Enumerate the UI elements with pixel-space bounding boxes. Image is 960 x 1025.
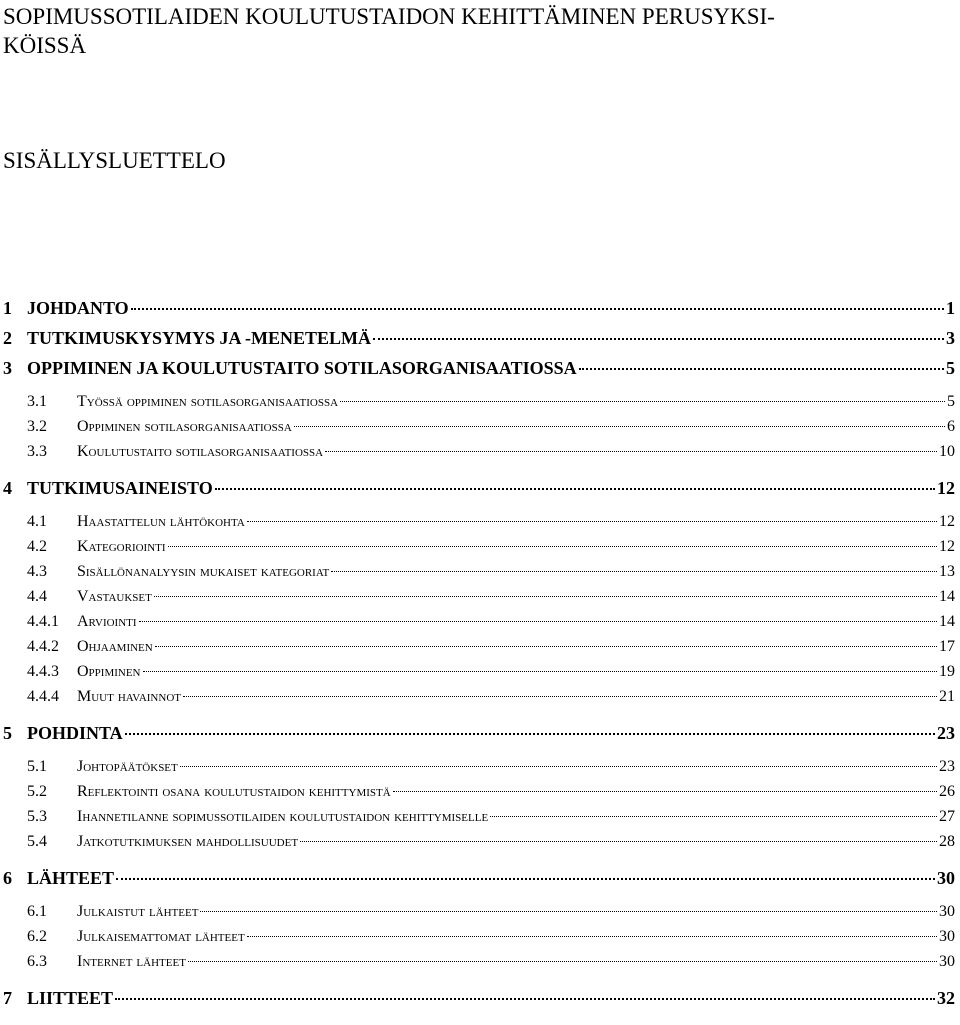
toc-entry[interactable]	[27, 953, 955, 977]
toc-heading: SISÄLLYSLUETTELO	[3, 148, 226, 173]
toc-entry-page: 5	[946, 358, 955, 378]
toc-entry[interactable]	[3, 723, 955, 747]
dot-leader	[168, 545, 937, 547]
toc-entry[interactable]	[27, 903, 955, 927]
dot-leader	[143, 670, 937, 672]
toc-entry-label: Muut havainnot	[77, 688, 181, 705]
dot-leader	[125, 732, 935, 735]
toc-entry[interactable]	[27, 808, 955, 832]
toc-entry-label: JOHDANTO	[27, 298, 129, 318]
dot-leader	[139, 620, 937, 622]
dot-leader	[200, 910, 937, 912]
toc-entry-number: 6.2	[27, 928, 47, 945]
toc-entry-number: 6.1	[27, 903, 47, 920]
dot-leader	[247, 520, 937, 522]
toc-entry[interactable]	[27, 588, 955, 612]
toc-entry-page: 30	[939, 928, 955, 945]
toc-entry-page: 12	[939, 538, 955, 555]
toc-entry-label: Johtopäätökset	[77, 758, 178, 775]
toc-entry-label: Koulutustaito sotilasorganisaatiossa	[77, 443, 324, 460]
toc-entry-page: 26	[939, 783, 955, 800]
dot-leader	[247, 935, 937, 937]
toc-entry[interactable]	[27, 393, 955, 417]
toc-entry-label: OPPIMINEN JA KOULUTUSTAITO SOTILASORGANISAATIOSSA	[27, 358, 577, 378]
dot-leader	[183, 695, 937, 697]
toc-entry[interactable]	[27, 638, 955, 662]
toc-entry[interactable]	[27, 833, 955, 857]
toc-entry-page: 19	[939, 663, 955, 680]
toc-entry-number: 5.4	[27, 833, 47, 850]
toc-entry-number: 5	[3, 723, 12, 743]
toc-entry-label: Haastattelun lähtökohta	[77, 513, 245, 530]
toc-entry-page: 6	[947, 418, 955, 435]
toc-entry-number: 3.2	[27, 418, 47, 435]
toc-entry-page: 23	[939, 758, 955, 775]
toc-entry-label: Reflektointi osana koulutustaidon kehittymistä	[77, 783, 391, 800]
toc-entry[interactable]	[3, 988, 955, 1012]
toc-entry-page: 5	[947, 393, 955, 410]
dot-leader	[331, 570, 937, 572]
toc-entry-page: 30	[939, 903, 955, 920]
toc-entry[interactable]	[27, 758, 955, 782]
toc-entry-page: 21	[939, 688, 955, 705]
toc-entry[interactable]	[27, 563, 955, 587]
toc-entry-number: 3.3	[27, 443, 47, 460]
toc-entry-page: 10	[939, 443, 955, 460]
toc-entry-page: 17	[939, 638, 955, 655]
toc-entry-label: POHDINTA	[27, 723, 123, 743]
dot-leader	[325, 450, 937, 452]
toc-entry-page: 14	[939, 588, 955, 605]
toc-entry-number: 4	[3, 478, 12, 498]
dot-leader	[215, 487, 935, 490]
toc-entry-label: TUTKIMUSKYSYMYS JA -MENETELMÄ	[27, 328, 372, 348]
toc-entry-number: 4.1	[27, 513, 47, 530]
dot-leader	[115, 997, 935, 1000]
toc-entry[interactable]	[27, 783, 955, 807]
toc-entry-number: 7	[3, 988, 12, 1008]
toc-entry-page: 1	[946, 298, 955, 318]
toc-entry-label: Vastaukset	[77, 588, 152, 605]
toc-entry-number: 4.4.2	[27, 638, 59, 655]
toc-entry-number: 5.3	[27, 808, 47, 825]
toc-entry-number: 4.4	[27, 588, 47, 605]
toc-entry-number: 5.2	[27, 783, 47, 800]
toc-entry-label: Arviointi	[77, 613, 137, 630]
toc-entry[interactable]	[3, 358, 955, 382]
toc-entry-number: 6	[3, 868, 12, 888]
toc-entry[interactable]	[27, 418, 955, 442]
dot-leader	[155, 645, 937, 647]
toc-entry[interactable]	[3, 478, 955, 502]
document-title-line-1: SOPIMUSSOTILAIDEN KOULUTUSTAIDON KEHITTÄMINEN PERUSYKSI-	[3, 4, 775, 29]
toc-entry-label: Oppiminen	[77, 663, 141, 680]
toc-entry-page: 12	[937, 478, 955, 498]
dot-leader	[154, 595, 937, 597]
dot-leader	[373, 337, 944, 340]
toc-entry-page: 32	[937, 988, 955, 1008]
toc-entry-page: 13	[939, 563, 955, 580]
dot-leader	[188, 960, 937, 962]
toc-entry-label: Internet lähteet	[77, 953, 186, 970]
toc-entry-label: Kategoriointi	[77, 538, 166, 555]
toc-entry-number: 4.2	[27, 538, 47, 555]
toc-entry-label: Työssä oppiminen sotilasorganisaatiossa	[77, 393, 339, 410]
toc-entry-number: 4.4.1	[27, 613, 59, 630]
toc-entry[interactable]	[27, 663, 955, 687]
toc-entry-label: LÄHTEET	[27, 868, 115, 888]
toc-entry[interactable]	[27, 443, 955, 467]
toc-entry-page: 27	[939, 808, 955, 825]
toc-entry-label: Jatkotutkimuksen mahdollisuudet	[77, 833, 299, 850]
dot-leader	[116, 877, 935, 880]
toc-entry-number: 4.3	[27, 563, 47, 580]
dot-leader	[579, 367, 944, 370]
toc-entry-page: 23	[937, 723, 955, 743]
toc-entry-label: Ihannetilanne sopimussotilaiden koulutustaidon kehittymiselle	[77, 808, 489, 825]
toc-entry-label: LIITTEET	[27, 988, 114, 1008]
toc-entry-number: 3	[3, 358, 12, 378]
toc-entry-label: Ohjaaminen	[77, 638, 153, 655]
dot-leader	[300, 840, 937, 842]
toc-entry-page: 3	[946, 328, 955, 348]
toc-entry-label: Julkaistut lähteet	[77, 903, 199, 920]
toc-entry-number: 2	[3, 328, 12, 348]
toc-entry-number: 5.1	[27, 758, 47, 775]
toc-entry-number: 1	[3, 298, 12, 318]
dot-leader	[180, 765, 937, 767]
toc-entry-number: 3.1	[27, 393, 47, 410]
toc-entry[interactable]	[27, 538, 955, 562]
toc-entry-label: Oppiminen sotilasorganisaatiossa	[77, 418, 292, 435]
toc-entry-number: 4.4.4	[27, 688, 59, 705]
toc-entry[interactable]	[27, 613, 955, 637]
toc-entry-page: 28	[939, 833, 955, 850]
toc-entry-label: TUTKIMUSAINEISTO	[27, 478, 213, 498]
toc-entry[interactable]	[3, 298, 955, 322]
toc-entry-page: 14	[939, 613, 955, 630]
toc-entry-label: Sisällönanalyysin mukaiset kategoriat	[77, 563, 330, 580]
dot-leader	[131, 307, 944, 310]
toc-entry[interactable]	[3, 868, 955, 892]
toc-entry-number: 4.4.3	[27, 663, 59, 680]
dot-leader	[294, 425, 945, 427]
document-title-line-2: KÖISSÄ	[3, 33, 87, 58]
toc-entry-page: 30	[937, 868, 955, 888]
dot-leader	[340, 400, 945, 402]
dot-leader	[393, 790, 937, 792]
toc-entry[interactable]	[27, 928, 955, 952]
dot-leader	[490, 815, 937, 817]
toc-entry[interactable]	[27, 688, 955, 712]
toc-entry[interactable]	[3, 328, 955, 352]
toc-entry-page: 12	[939, 513, 955, 530]
toc-entry[interactable]	[27, 513, 955, 537]
toc-entry-page: 30	[939, 953, 955, 970]
toc-entry-number: 6.3	[27, 953, 47, 970]
toc-entry-label: Julkaisemattomat lähteet	[77, 928, 245, 945]
